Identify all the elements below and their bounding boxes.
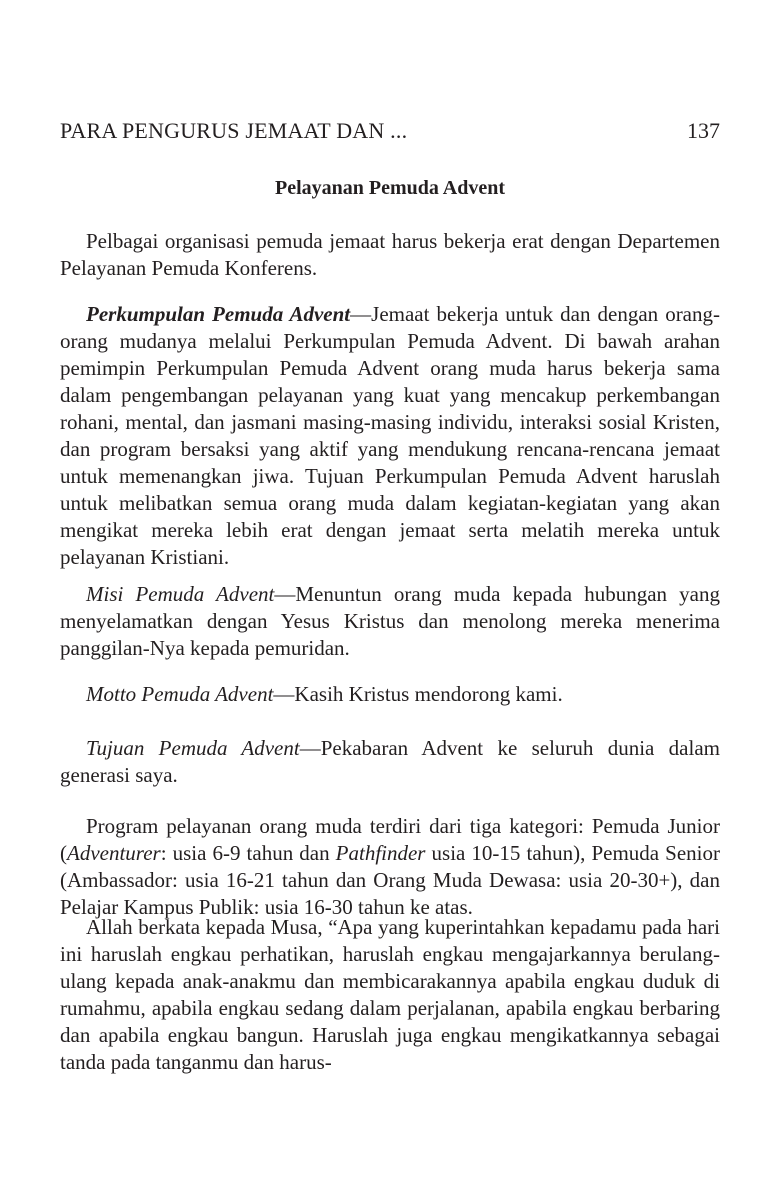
- paragraph-program-italic-1: Adventurer: [67, 841, 161, 865]
- paragraph-perkumpulan-text: —Jemaat bekerja untuk dan dengan orang-orang mudanya melalui Perkumpulan Pemuda Advent. Di bawah arahan pemimpin Perkumpulan Pemuda Advent orang muda harus bekerja sama dalam pengembangan pelayanan yang kuat yang mencakup perkembangan rohani, mental, dan jasmani masing-masing individu, interaksi sosial Kristen, dan program bersaksi yang aktif yang mendukung rencana-rencana jemaat untuk memenangkan jiwa. Tujuan Perkumpulan Pemuda Advent haruslah untuk melibatkan semua orang muda dalam kegiatan-kegiatan yang akan mengikat mereka lebih erat dengan jemaat serta melatih mereka untuk pelayanan Kristiani.: [60, 302, 720, 569]
- paragraph-intro-text: Pelbagai organisasi pemuda jemaat harus bekerja erat dengan Departemen Pelayanan Pemuda Konferens.: [60, 229, 720, 280]
- paragraph-motto: [60, 681, 720, 708]
- paragraph-tujuan-lead: Tujuan Pemuda Advent: [86, 736, 300, 760]
- paragraph-misi-lead: Misi Pemuda Advent: [86, 582, 275, 606]
- paragraph-tujuan: [60, 735, 720, 789]
- paragraph-program-italic-2: Pathfinder: [335, 841, 426, 865]
- paragraph-motto-text: —Kasih Kristus mendorong kami.: [273, 682, 563, 706]
- paragraph-program-text-2: : usia 6-9 tahun dan: [160, 841, 336, 865]
- paragraph-program-text-3: usia 10-15 tahun), Pemuda Senior (Ambassador: usia 16-21 tahun dan Orang Muda Dewasa: usia 20-30+), dan Pelajar Kampus Publik: usia 16-30 tahun ke atas.: [60, 841, 720, 919]
- section-heading: Pelayanan Pemuda Advent: [274, 177, 506, 199]
- paragraph-perkumpulan: [60, 301, 720, 571]
- paragraph-tujuan-text: —Pekabaran Advent ke seluruh dunia dalam generasi saya.: [60, 736, 720, 787]
- running-header-title: PARA PENGURUS JEMAAT DAN ...: [60, 118, 408, 143]
- paragraph-motto-lead: Motto Pemuda Advent: [86, 682, 274, 706]
- paragraph-misi-text: —Menuntun orang muda kepada hubungan yang menyelamatkan dengan Yesus Kristus dan menolong mereka menerima panggilan-Nya kepada pemuridan.: [60, 582, 721, 660]
- paragraph-intro: [60, 228, 720, 282]
- paragraph-program-text-1: Program pelayanan orang muda terdiri dari tiga kategori: Pemuda Junior (: [60, 814, 720, 865]
- paragraph-musa-text: Allah berkata kepada Musa, “Apa yang kuperintahkan kepadamu pada hari ini haruslah engkau perhatikan, haruslah engkau mengajarkannya berulang-ulang kepada anak-anakmu dan membicarakannya apabila engkau duduk di rumahmu, apabila engkau sedang dalam perjalanan, apabila engkau berbaring dan apabila engkau bangun. Haruslah juga engkau mengikatkannya sebagai tanda pada tanganmu dan harus-: [60, 915, 720, 1074]
- running-header: [60, 116, 720, 146]
- paragraph-program: [60, 813, 720, 921]
- paragraph-musa: [60, 914, 720, 1076]
- paragraph-misi: [60, 581, 720, 662]
- page-number: 137: [687, 118, 720, 143]
- paragraph-perkumpulan-lead: Perkumpulan Pemuda Advent: [86, 302, 351, 326]
